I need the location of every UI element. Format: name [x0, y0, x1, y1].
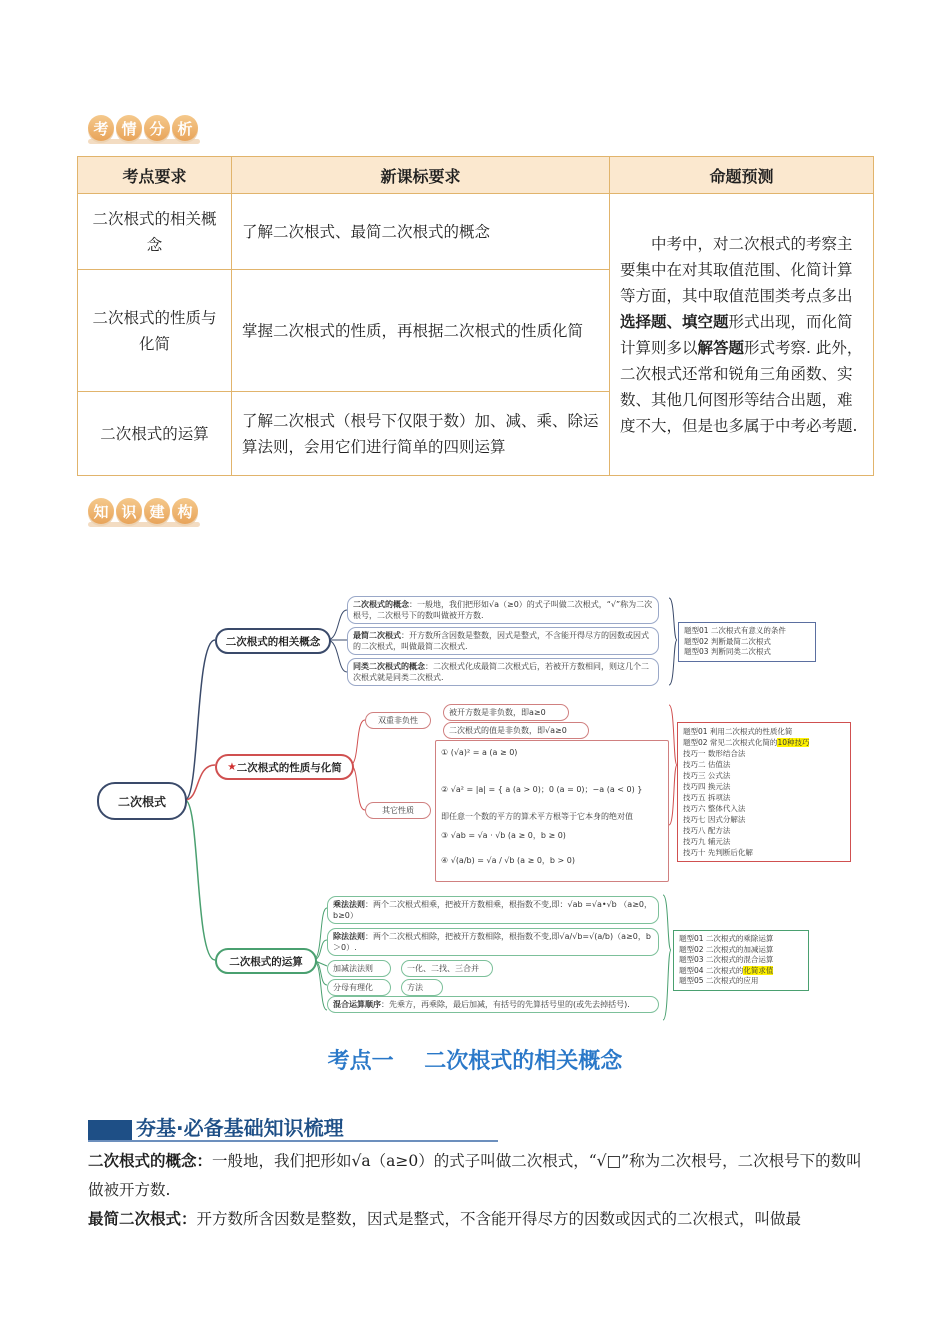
mm-side-types-2: 题型01 利用二次根式的性质化简 题型02 常见二次根式化简的10种技巧 技巧一 数形结合法 技巧二 估值法 技巧三 公式法 技巧四 换元法 技巧五 拆项法 技巧六 整体代入法 技巧七 因式分解法 技巧八 配方法 技巧九 辅元法 技巧十 先判断后化解	[677, 722, 851, 862]
mm-side-types-1: 题型01 二次根式有意义的条件 题型02 判断最简二次根式 题型03 判断同类二次根式	[678, 622, 816, 662]
mind-map-branch-operations: 二次根式的运算	[215, 948, 317, 974]
banner-line	[88, 1140, 498, 1142]
badge-char: 构	[172, 498, 198, 524]
mm-box-concept: 二次根式的概念：一般地，我们把形如√a（≥0）的式子叫做二次根式，“√”称为二次根号，二次根号下的数叫做被开方数.	[347, 596, 659, 624]
table-cell-req: 了解二次根式（根号下仅限于数）加、减、乘、除运算法则，会用它们进行简单的四则运算	[232, 392, 610, 476]
table-header: 新课标要求	[232, 157, 610, 194]
banner-bar	[88, 1120, 132, 1140]
badge-char: 情	[116, 115, 142, 141]
mm-box-like-radicals: 同类二次根式的概念：二次根式化成最简二次根式后，若被开方数相同，则这几个二次根式就是同类二次根式.	[347, 658, 659, 686]
mm-nonneg-b: 二次根式的值是非负数，即√a≥0	[443, 722, 589, 739]
star-icon: ★	[227, 761, 237, 773]
table-header: 命题预测	[610, 157, 874, 194]
bold-text: 解答题	[697, 337, 745, 357]
section-heading: 考点一 二次根式的相关概念	[327, 1049, 623, 1074]
table-cell-prediction: 中考中，对二次根式的考察主要集中在对其取值范围、化简计算等方面，其中取值范围类考点多出选择题、填空题形式出现，而化简计算则多以解答题形式考察. 此外，二次根式还常和锐角三角函数、实数、其他几何图形等结合出题，难度不大，但是也多属于中考必考题.	[610, 194, 874, 476]
mm-box-divide: 除法法则：两个二次根式相除，把被开方数相除，根指数不变,即√a/√b=√(a/b)（a≥0，b＞0）.	[327, 928, 659, 956]
mm-sub-nonneg: 双重非负性	[365, 712, 431, 729]
mind-map-branch-concepts: 二次根式的相关概念	[215, 628, 331, 654]
table-cell-point: 二次根式的运算	[78, 392, 232, 476]
mm-sub-other: 其它性质	[365, 802, 431, 819]
mm-box-order: 混合运算顺序：先乘方，再乘除，最后加减，有括号的先算括号里的(或先去掉括号).	[327, 996, 659, 1013]
badge-char: 分	[144, 115, 170, 141]
mm-box-rationalize: 分母有理化	[327, 979, 391, 996]
mm-nonneg-a: 被开方数是非负数，即a≥0	[443, 704, 569, 721]
requirements-table	[77, 156, 874, 476]
mind-map	[95, 590, 860, 1030]
bold-text: 选择题、填空题	[620, 311, 729, 331]
mm-side-types-3: 题型01 二次根式的乘除运算 题型02 二次根式的加减运算 题型03 二次根式的混合运算 题型04 二次根式的化简求值 题型05 二次根式的应用	[673, 930, 809, 991]
badge-char: 知	[88, 498, 114, 524]
table-cell-req: 掌握二次根式的性质，再根据二次根式的性质化简	[232, 270, 610, 392]
banner-title: 夯基·必备基础知识梳理	[136, 1116, 344, 1140]
badge-char: 析	[172, 115, 198, 141]
subsection-banner	[88, 1110, 498, 1142]
body-paragraph-simplest: 最简二次根式：开方数所含因数是整数，因式是整式，不含能开得尽方的因数或因式的二次根式，叫做最	[88, 1210, 802, 1228]
mm-box-addsub-rule: 一化、二找、三合并	[401, 960, 493, 977]
table-header: 考点要求	[78, 157, 232, 194]
mm-box-simplest: 最简二次根式：开方数所含因数是整数，因式是整式，不含能开得尽方的因数或因式的二次根式，叫做最简二次根式.	[347, 627, 659, 655]
section-badge-analysis	[88, 115, 198, 141]
table-cell-point: 二次根式的相关概念	[78, 194, 232, 270]
mm-box-addsub: 加减法法则	[327, 960, 391, 977]
mm-box-rationalize-method: 方法	[401, 979, 443, 996]
table-cell-req: 了解二次根式、最简二次根式的概念	[232, 194, 610, 270]
mind-map-root: 二次根式	[97, 782, 187, 820]
badge-char: 识	[116, 498, 142, 524]
body-paragraph-concept: 二次根式的概念：一般地，我们把形如√a（a≥0）的式子叫做二次根式，“√□”称为二次根号，二次根号下的数叫做被开方数.	[88, 1152, 862, 1199]
table-cell-point: 二次根式的性质与化简	[78, 270, 232, 392]
mind-map-branch-properties: ★ 二次根式的性质与化简	[215, 754, 354, 780]
mm-formula-box: ① (√a)² = a (a ≥ 0) ② √a² = |a| = { a (a > 0)；0 (a = 0)；−a (a < 0) } 即任意一个数的平方的算术平方根等于它本身的绝对值 ③ √ab = √a · √b (a ≥ 0，b ≥ 0) ④ √(a/b) = √a / √b (a ≥ 0，b > 0)	[435, 740, 669, 882]
mm-box-multiply: 乘法法则：两个二次根式相乘，把被开方数相乘，根指数不变,即：√ab =√a•√b （a≥0，b≥0）	[327, 896, 659, 924]
section-badge-knowledge	[88, 498, 198, 524]
badge-char: 考	[88, 115, 114, 141]
badge-char: 建	[144, 498, 170, 524]
